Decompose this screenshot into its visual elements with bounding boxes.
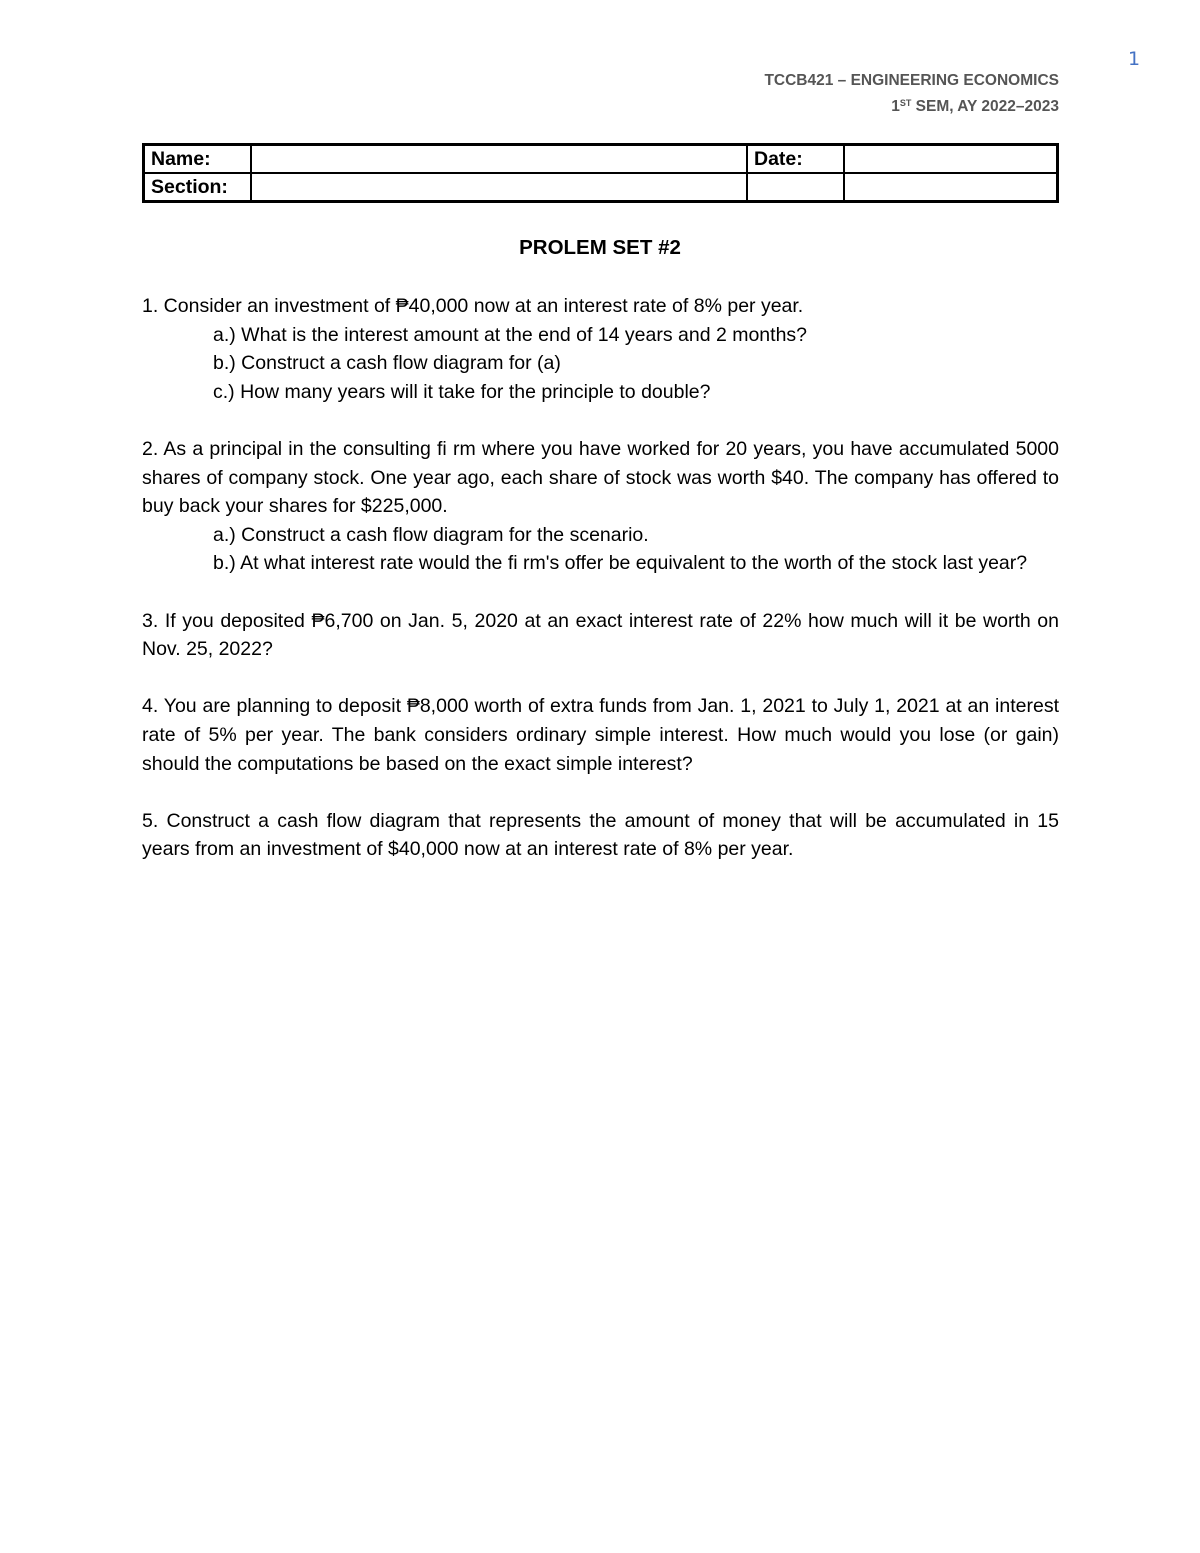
table-row [144, 145, 1058, 174]
spacer [142, 406, 1059, 435]
problem-1a: a.) What is the interest amount at the end of 14 years and 2 months? [213, 323, 808, 346]
empty-cell[interactable] [747, 173, 844, 202]
problem-list [142, 292, 1059, 864]
semester-text: SEM, AY 2022–2023 [911, 98, 1059, 115]
name-label: Name: [144, 145, 252, 174]
spacer [142, 664, 1059, 693]
semester-number: 1 [891, 98, 900, 115]
spacer [142, 778, 1059, 807]
table-row [144, 173, 1058, 202]
problem-4: 4. You are planning to deposit ₱8,000 worth of extra funds from Jan. 1, 2021 to July 1, 2021 at an interest rate of 5% per year. The bank considers ordinary simple interest. How much would you lose (or gain) should the computations be based on the exact simple interest? [142, 695, 1059, 775]
problem-2b: b.) At what interest rate would the fi rm's offer be equivalent to the worth of the stock last year? [213, 552, 1028, 575]
name-field[interactable] [251, 145, 747, 174]
problem-3: 3. If you deposited ₱6,700 on Jan. 5, 2020 at an exact interest rate of 22% how much will it be worth on Nov. 25, 2022? [142, 609, 1059, 661]
problem-1: 1. Consider an investment of ₱40,000 now at an interest rate of 8% per year. [142, 295, 804, 317]
problem-1c: c.) How many years will it take for the principle to double? [213, 380, 711, 403]
problem-5: 5. Construct a cash flow diagram that represents the amount of money that will be accumulated in 15 years from an investment of $40,000 now at an interest rate of 8% per year. [142, 809, 1059, 861]
section-label: Section: [144, 173, 252, 202]
problem-1b: b.) Construct a cash flow diagram for (a) [213, 352, 561, 375]
empty-cell[interactable] [844, 173, 1058, 202]
semester-ordinal: ST [899, 98, 912, 108]
date-field[interactable] [844, 145, 1058, 174]
semester-line [764, 92, 1059, 118]
page-number: 1 [1128, 48, 1141, 70]
problem-set-title: PROLEM SET #2 [519, 236, 681, 259]
problem-2a: a.) Construct a cash flow diagram for the scenario. [213, 523, 649, 546]
spacer [142, 578, 1059, 607]
problem-2: 2. As a principal in the consulting fi rm where you have worked for 20 years, you have accumulated 5000 shares of company stock. One year ago, each share of stock was worth $40. The company has offered to buy back your shares for $225,000. [142, 437, 1059, 518]
course-header [764, 70, 1059, 118]
date-label: Date: [747, 145, 844, 174]
course-title: TCCB421 – ENGINEERING ECONOMICS [764, 72, 1059, 89]
student-info-table [142, 143, 1059, 203]
section-field[interactable] [251, 173, 747, 202]
